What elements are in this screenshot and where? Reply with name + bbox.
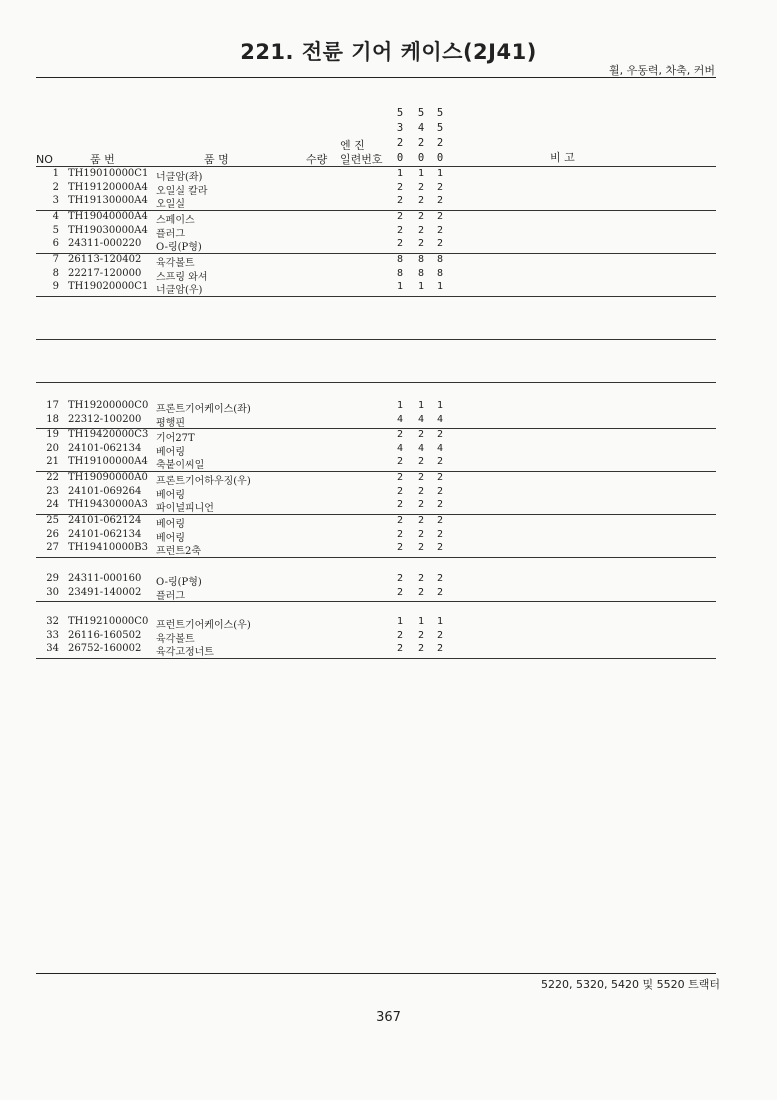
quantity-value: 2: [436, 586, 444, 598]
part-name: 오일실 칼라: [156, 185, 208, 197]
table-row: [36, 414, 456, 427]
part-name: 육각볼트: [156, 258, 195, 269]
quantity-value: 4: [417, 442, 425, 454]
quantity-value: 8: [417, 267, 425, 279]
row-number: 26: [46, 528, 59, 540]
model-digit: 5: [417, 107, 425, 119]
part-number: 24311-000220: [68, 238, 142, 250]
row-number: 9: [52, 281, 59, 293]
quantity-value: 2: [436, 181, 444, 193]
header-part-name: 품 명: [204, 153, 229, 166]
model-digit: 5: [396, 107, 404, 119]
quantity-value: 2: [396, 629, 404, 641]
quantity-value: 8: [436, 267, 444, 279]
header-part-number: 품 번: [90, 153, 115, 166]
quantity-value: 2: [417, 224, 425, 236]
table-row: [36, 268, 456, 281]
table-row: [36, 254, 456, 267]
part-name: 파이널피니언: [156, 503, 214, 515]
quantity-value: 2: [417, 528, 425, 540]
part-name: 베어링: [156, 446, 185, 458]
part-number: 24101-069264: [68, 485, 142, 497]
part-name: 플러그: [156, 228, 185, 240]
empty-divider: [36, 296, 716, 297]
quantity-value: 2: [436, 542, 444, 554]
part-number: TH19010000C1: [68, 168, 149, 179]
table-row: [36, 211, 456, 224]
part-name: 너클암(좌): [156, 172, 203, 183]
quantity-value: 2: [436, 429, 444, 440]
model-digit: 0: [436, 152, 444, 164]
quantity-value: 1: [417, 616, 425, 627]
part-number: 26113-120402: [68, 254, 142, 265]
footer-models: 5220, 5320, 5420 및 5520 트랙터: [541, 978, 720, 991]
row-number: 25: [46, 515, 59, 526]
table-row: [36, 443, 456, 456]
quantity-value: 2: [396, 224, 404, 236]
table-row: [36, 529, 456, 542]
part-number: 22312-100200: [68, 413, 142, 425]
quantity-value: 8: [417, 254, 425, 265]
header-rule: [36, 166, 716, 167]
header-no: NO: [36, 153, 53, 166]
table-row: [36, 429, 456, 442]
quantity-value: 2: [396, 528, 404, 540]
part-number: TH19410000B3: [68, 542, 148, 554]
table-row: [36, 515, 456, 528]
row-number: 17: [46, 400, 59, 411]
quantity-value: 2: [396, 429, 404, 440]
part-number: TH19090000A0: [68, 472, 148, 483]
table-row: [36, 643, 456, 659]
quantity-value: 1: [396, 168, 404, 179]
part-name: 프론트기어케이스(좌): [156, 404, 251, 415]
row-number: 24: [46, 499, 59, 511]
part-name: 스프링 와셔: [156, 271, 208, 283]
empty-divider: [36, 382, 716, 383]
table-row: [36, 400, 456, 413]
quantity-value: 2: [417, 573, 425, 584]
part-name: 스페이스: [156, 215, 195, 226]
part-name: O-링(P형): [156, 577, 202, 588]
quantity-value: 2: [396, 643, 404, 655]
quantity-value: 2: [436, 499, 444, 511]
quantity-value: 1: [436, 168, 444, 179]
quantity-value: 2: [417, 515, 425, 526]
row-number: 2: [52, 181, 59, 193]
part-number: TH19200000C0: [68, 400, 149, 411]
header-quantity: 수량: [306, 153, 328, 166]
quantity-value: 2: [396, 515, 404, 526]
quantity-value: 2: [436, 485, 444, 497]
row-number: 32: [46, 616, 59, 627]
table-row: [36, 195, 456, 211]
row-number: 19: [46, 429, 59, 440]
quantity-value: 1: [417, 168, 425, 179]
group-divider: [36, 601, 716, 602]
row-number: 18: [46, 413, 59, 425]
quantity-value: 2: [417, 456, 425, 468]
quantity-value: 1: [436, 400, 444, 411]
row-number: 33: [46, 629, 59, 641]
quantity-value: 1: [396, 281, 404, 293]
row-number: 8: [52, 267, 59, 279]
part-name: 프런트기어케이스(우): [156, 620, 251, 631]
table-row: [36, 281, 456, 297]
quantity-value: 4: [436, 442, 444, 454]
part-name: 베어링: [156, 489, 185, 501]
quantity-value: 2: [396, 573, 404, 584]
part-number: TH19120000A4: [68, 181, 148, 193]
quantity-value: 1: [417, 400, 425, 411]
table-row: [36, 182, 456, 195]
quantity-value: 2: [396, 181, 404, 193]
part-number: TH19430000A3: [68, 499, 148, 511]
quantity-value: 8: [396, 267, 404, 279]
part-number: 26752-160002: [68, 643, 142, 655]
part-name: 프런트2축: [156, 546, 202, 558]
row-number: 23: [46, 485, 59, 497]
group-divider: [36, 557, 716, 558]
part-number: 24101-062134: [68, 442, 142, 454]
part-name: 육각고정너트: [156, 647, 214, 659]
table-row: [36, 472, 456, 485]
part-name: 오일실: [156, 199, 185, 211]
model-digit: 2: [417, 137, 425, 149]
quantity-value: 2: [436, 528, 444, 540]
quantity-value: 8: [396, 254, 404, 265]
quantity-value: 2: [436, 629, 444, 641]
table-row: [36, 587, 456, 600]
part-name: 너클암(우): [156, 285, 203, 297]
model-digit: 4: [417, 122, 425, 134]
quantity-value: 1: [436, 281, 444, 293]
model-digit: 5: [436, 122, 444, 134]
quantity-value: 2: [417, 485, 425, 497]
quantity-value: 2: [436, 195, 444, 207]
quantity-value: 2: [396, 195, 404, 207]
quantity-value: 2: [417, 472, 425, 483]
quantity-value: 2: [396, 211, 404, 222]
quantity-value: 2: [396, 238, 404, 250]
top-rule: [36, 77, 716, 78]
part-number: TH19030000A4: [68, 224, 148, 236]
model-digit: 2: [436, 137, 444, 149]
part-number: 26116-160502: [68, 629, 142, 641]
quantity-value: 2: [396, 485, 404, 497]
part-number: TH19210000C0: [68, 616, 149, 627]
part-name: 플러그: [156, 590, 185, 602]
table-row: [36, 168, 456, 181]
quantity-value: 2: [436, 456, 444, 468]
quantity-value: 2: [436, 224, 444, 236]
header-remarks: 비 고: [550, 151, 575, 164]
row-number: 20: [46, 442, 59, 454]
table-row: [36, 630, 456, 643]
part-number: 23491-140002: [68, 586, 142, 598]
quantity-value: 1: [396, 616, 404, 627]
page-number: 367: [376, 1010, 401, 1025]
table-row: [36, 238, 456, 254]
page-subtitle: 휠, 우동력, 차축, 커버: [609, 64, 715, 77]
quantity-value: 2: [396, 586, 404, 598]
bottom-rule: [36, 973, 716, 974]
table-row: [36, 542, 456, 558]
quantity-value: 2: [417, 211, 425, 222]
part-name: O-링(P형): [156, 242, 202, 254]
row-number: 30: [46, 586, 59, 598]
row-number: 21: [46, 456, 59, 468]
row-number: 1: [52, 168, 59, 179]
row-number: 3: [52, 195, 59, 207]
quantity-value: 8: [436, 254, 444, 265]
part-name: 육각볼트: [156, 633, 195, 645]
part-name: 기어27T: [156, 433, 195, 444]
part-number: 24101-062124: [68, 515, 142, 526]
header-serial: 일련번호: [340, 153, 383, 166]
row-number: 7: [52, 254, 59, 265]
quantity-value: 4: [396, 413, 404, 425]
quantity-value: 2: [436, 238, 444, 250]
part-number: 24311-000160: [68, 573, 142, 584]
part-name: 프론트기어하우징(우): [156, 476, 251, 487]
quantity-value: 2: [417, 542, 425, 554]
quantity-value: 2: [417, 643, 425, 655]
row-number: 6: [52, 238, 59, 250]
table-row: [36, 225, 456, 238]
quantity-value: 2: [417, 499, 425, 511]
row-number: 29: [46, 573, 59, 584]
quantity-value: 2: [396, 499, 404, 511]
quantity-value: 2: [417, 629, 425, 641]
part-number: TH19020000C1: [68, 281, 149, 293]
part-number: 22217-120000: [68, 267, 142, 279]
part-number: TH19040000A4: [68, 211, 148, 222]
part-number: TH19420000C3: [68, 429, 149, 440]
quantity-value: 2: [396, 472, 404, 483]
quantity-value: 2: [417, 195, 425, 207]
quantity-value: 1: [417, 281, 425, 293]
quantity-value: 4: [396, 442, 404, 454]
table-row: [36, 573, 456, 586]
model-digit: 0: [417, 152, 425, 164]
quantity-value: 2: [417, 429, 425, 440]
quantity-value: 4: [417, 413, 425, 425]
part-name: 베어링: [156, 519, 185, 530]
row-number: 34: [46, 643, 59, 655]
empty-divider: [36, 339, 716, 340]
quantity-value: 2: [436, 515, 444, 526]
table-row: [36, 499, 456, 515]
group-divider: [36, 658, 716, 659]
part-number: 24101-062134: [68, 528, 142, 540]
quantity-value: 2: [436, 211, 444, 222]
quantity-value: 4: [436, 413, 444, 425]
part-number: TH19100000A4: [68, 456, 148, 468]
header-engine: 엔 진: [340, 139, 365, 152]
table-row: [36, 456, 456, 472]
part-name: 베어링: [156, 532, 185, 544]
table-row: [36, 616, 456, 629]
quantity-value: 2: [417, 586, 425, 598]
row-number: 27: [46, 542, 59, 554]
quantity-value: 2: [436, 472, 444, 483]
model-digit: 0: [396, 152, 404, 164]
model-digit: 5: [436, 107, 444, 119]
part-name: 축붙이씨일: [156, 460, 205, 472]
model-digit: 2: [396, 137, 404, 149]
row-number: 4: [52, 211, 59, 222]
part-name: 평행핀: [156, 417, 185, 429]
table-row: [36, 486, 456, 499]
quantity-value: 2: [396, 456, 404, 468]
quantity-value: 2: [417, 238, 425, 250]
page-title: 221. 전륜 기어 케이스(2J41): [240, 40, 537, 64]
row-number: 22: [46, 472, 59, 483]
row-number: 5: [52, 224, 59, 236]
quantity-value: 2: [417, 181, 425, 193]
part-number: TH19130000A4: [68, 195, 148, 207]
quantity-value: 2: [436, 643, 444, 655]
quantity-value: 1: [396, 400, 404, 411]
model-digit: 3: [396, 122, 404, 134]
quantity-value: 1: [436, 616, 444, 627]
quantity-value: 2: [396, 542, 404, 554]
quantity-value: 2: [436, 573, 444, 584]
